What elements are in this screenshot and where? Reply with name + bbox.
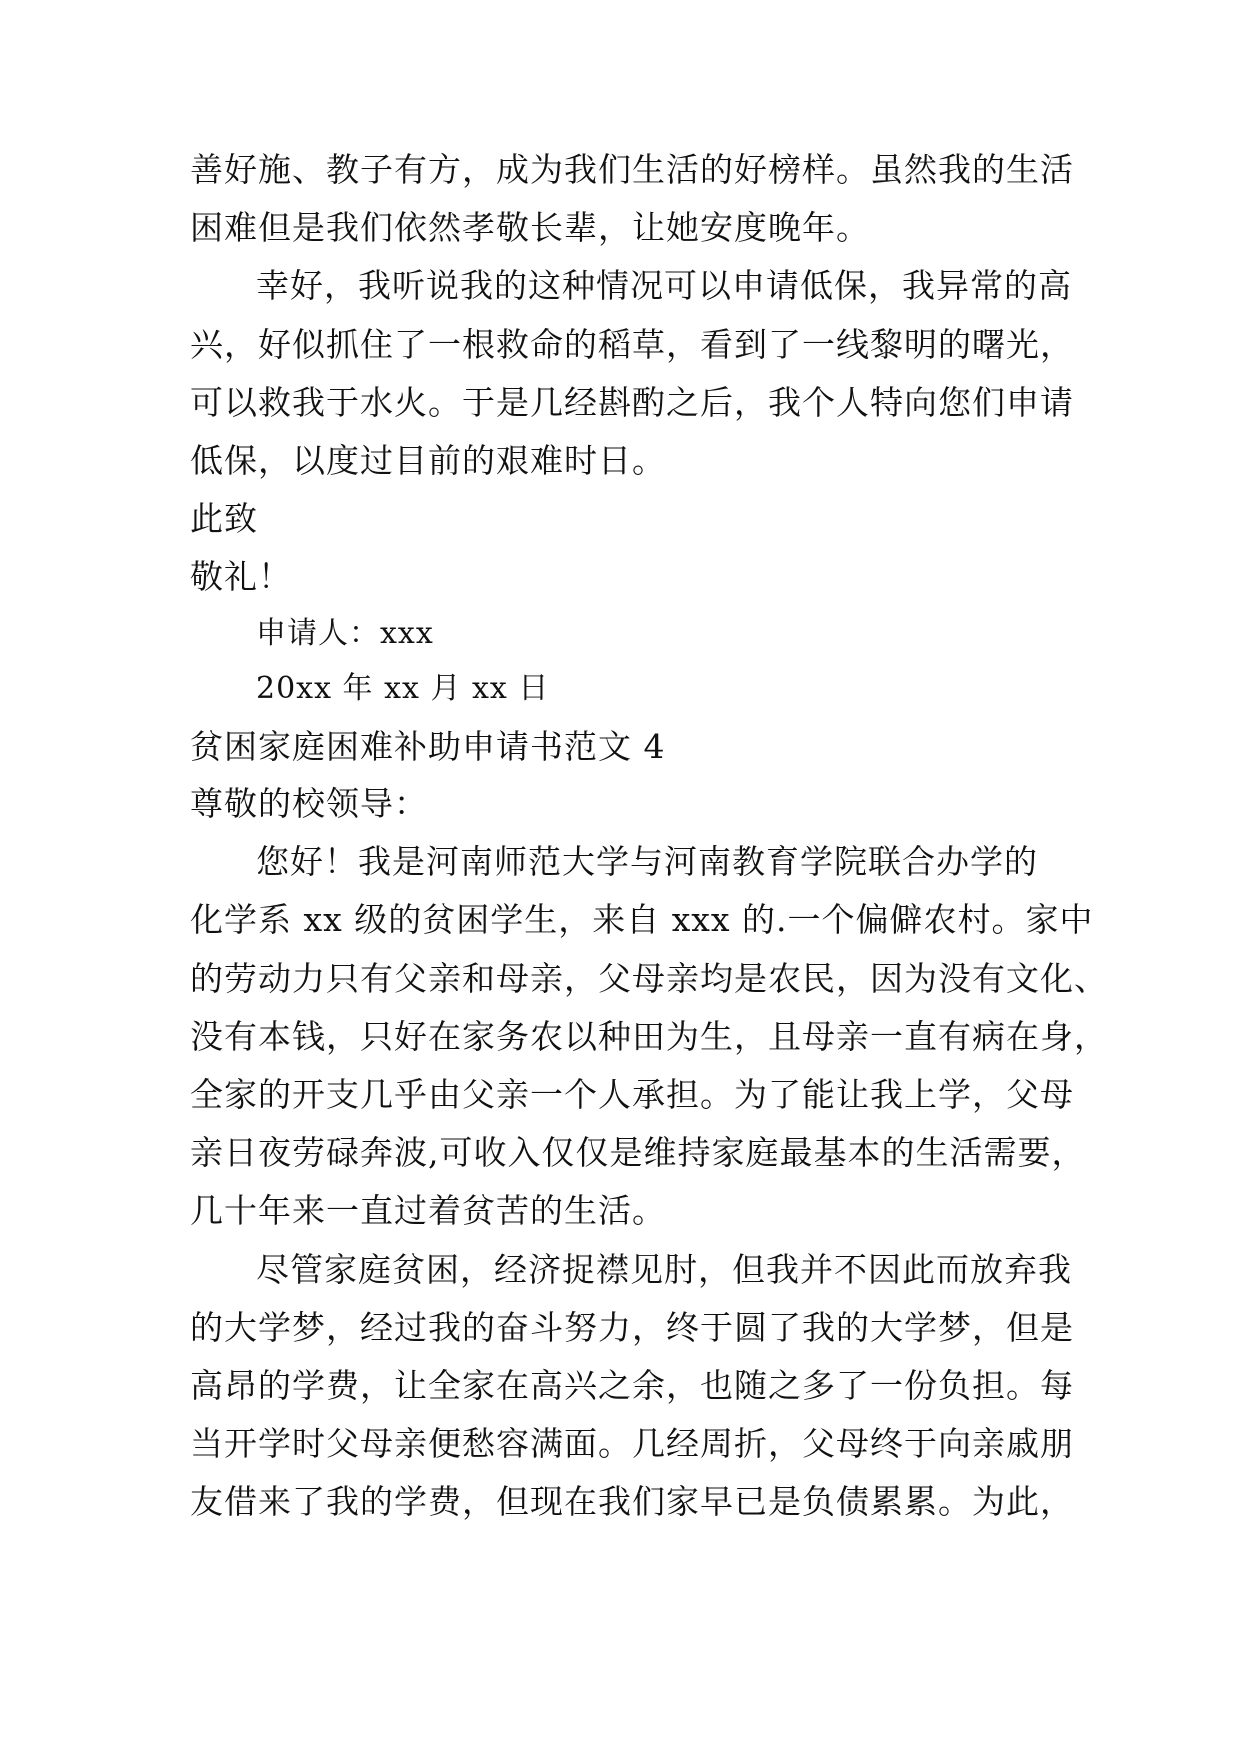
paragraph-line: 当开学时父母亲便愁容满面。几经周折，父母终于向亲戚朋 (190, 1424, 1074, 1463)
paragraph-line: 化学系 xx 级的贫困学生，来自 xxx 的.一个偏僻农村。家中 (190, 900, 1094, 939)
applicant-signature: 申请人：xxx (256, 616, 434, 651)
salutation: 尊敬的校领导： (190, 784, 428, 823)
paragraph-line: 亲日夜劳碌奔波,可收入仅仅是维持家庭最基本的生活需要， (190, 1133, 1086, 1172)
paragraph-line: 几十年来一直过着贫苦的生活。 (190, 1191, 666, 1230)
paragraph-line: 可以救我于水火。于是几经斟酌之后，我个人特向您们申请 (190, 383, 1074, 422)
paragraph-line: 高昂的学费，让全家在高兴之余，也随之多了一份负担。每 (190, 1366, 1074, 1405)
paragraph-line: 兴，好似抓住了一根救命的稻草，看到了一线黎明的曙光， (190, 325, 1074, 364)
paragraph-line: 低保，以度过目前的艰难时日。 (190, 441, 666, 480)
paragraph-line: 的劳动力只有父亲和母亲，父母亲均是农民，因为没有文化、 (190, 959, 1108, 998)
paragraph-line: 全家的开支几乎由父亲一个人承担。为了能让我上学，父母 (190, 1075, 1074, 1114)
closing-greeting: 敬礼！ (190, 557, 292, 596)
section-title: 贫困家庭困难补助申请书范文 4 (190, 727, 666, 766)
paragraph-line: 善好施、教子有方，成为我们生活的好榜样。虽然我的生活 (190, 150, 1074, 189)
paragraph-line: 的大学梦，经过我的奋斗努力，终于圆了我的大学梦，但是 (190, 1308, 1074, 1347)
signature-date: 20xx 年 xx 月 xx 日 (256, 671, 550, 706)
closing-line: 此致 (190, 499, 258, 538)
paragraph-line: 您好！我是河南师范大学与河南教育学院联合办学的 (256, 842, 1038, 881)
paragraph-line: 幸好，我听说我的这种情况可以申请低保，我异常的高 (256, 266, 1072, 305)
paragraph-line: 友借来了我的学费，但现在我们家早已是负债累累。为此， (190, 1482, 1074, 1521)
paragraph-line: 没有本钱，只好在家务农以种田为生，且母亲一直有病在身， (190, 1017, 1108, 1056)
paragraph-line: 尽管家庭贫困，经济捉襟见肘，但我并不因此而放弃我 (256, 1250, 1072, 1289)
paragraph-line: 困难但是我们依然孝敬长辈，让她安度晚年。 (190, 208, 870, 247)
